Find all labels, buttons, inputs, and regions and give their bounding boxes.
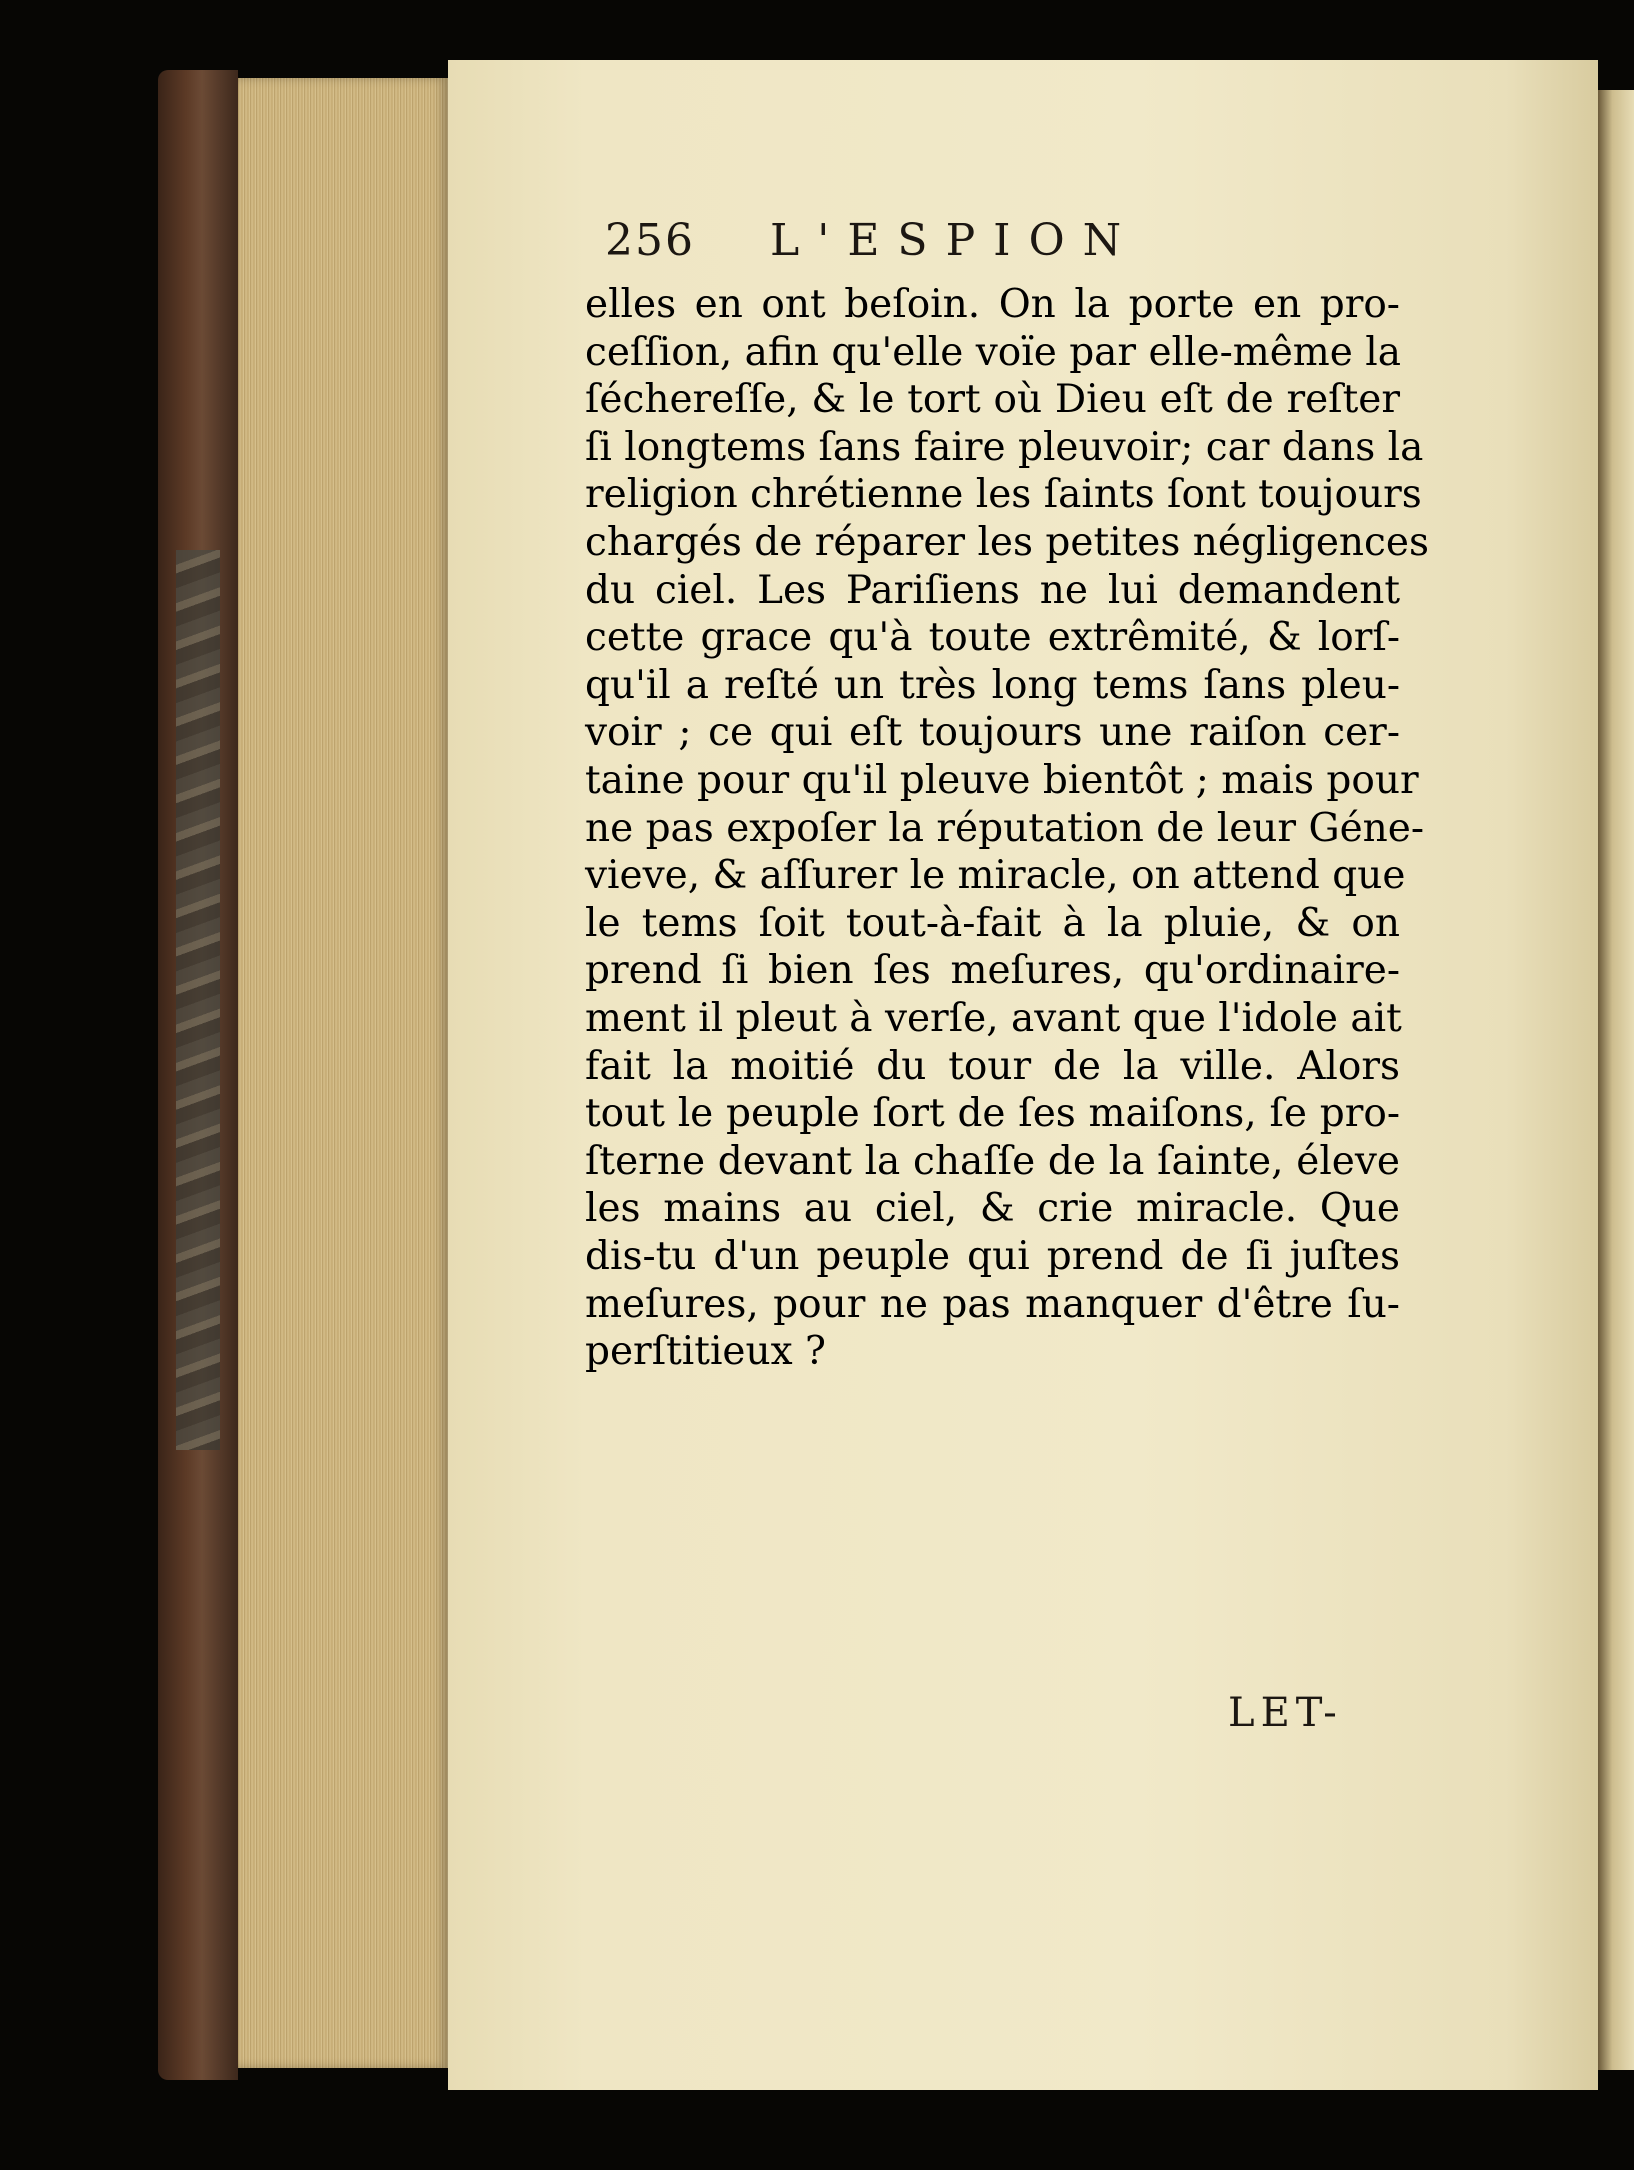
text-line: les mains au ciel, & crie miracle. Que bbox=[585, 1186, 1400, 1232]
text-line: tout le peuple ſort de ſes maiſons, ſe pro- bbox=[585, 1091, 1400, 1137]
text-line: ſterne devant la chaſſe de la ſainte, éleve bbox=[585, 1138, 1400, 1184]
text-line: le tems ſoit tout-à-fait à la pluie, & on bbox=[585, 900, 1400, 946]
running-title: L'ESPION bbox=[770, 215, 1140, 266]
text-line: ment il pleut à verſe, avant que l'idole ait bbox=[585, 996, 1402, 1041]
text-line: chargés de réparer les petites négligences bbox=[585, 520, 1429, 565]
text-line: qu'il a reſté un très long tems ſans pleu- bbox=[585, 662, 1400, 708]
text-line: ne pas expoſer la réputation de leur Géne- bbox=[585, 805, 1425, 851]
text-line: ceſſion, afin qu'elle voïe par elle-même la bbox=[585, 329, 1401, 375]
text-line: meſures, pour ne pas manquer d'être ſu- bbox=[585, 1281, 1400, 1327]
text-line: religion chrétienne les ſaints ſont toujours bbox=[585, 472, 1422, 518]
page-edges bbox=[238, 78, 448, 2068]
text-line: elles en ont beſoin. On la porte en pro- bbox=[585, 282, 1400, 327]
text-line: ſéchereſſe, & le tort où Dieu eſt de reſter bbox=[585, 377, 1400, 423]
text-line: voir ; ce qui eſt toujours une raiſon cer- bbox=[585, 710, 1400, 756]
leather-cover bbox=[158, 70, 238, 2080]
text-line: fait la moitié du tour de la ville. Alors bbox=[585, 1043, 1400, 1089]
text-line: perſtitieux ? bbox=[585, 1329, 826, 1375]
running-head bbox=[605, 215, 1425, 275]
facing-page-edge bbox=[1598, 90, 1634, 2070]
text-line: taine pour qu'il pleuve bientôt ; mais pour bbox=[585, 758, 1419, 803]
page-number: 256 bbox=[605, 215, 695, 266]
catchword: LET- bbox=[1228, 1690, 1343, 1736]
text-line: du ciel. Les Pariſiens ne lui demandent bbox=[585, 567, 1400, 613]
text-line: dis-tu d'un peuple qui prend de ſi juſtes bbox=[585, 1234, 1400, 1279]
text-line: prend ſi bien ſes meſures, qu'ordinaire- bbox=[585, 948, 1400, 994]
text-line: ſi longtems ſans faire pleuvoir; car dans la bbox=[585, 424, 1424, 470]
text-line: cette grace qu'à toute extrêmité, & lorſ- bbox=[585, 615, 1400, 661]
text-line: vieve, & aſſurer le miracle, on attend que bbox=[585, 853, 1406, 899]
